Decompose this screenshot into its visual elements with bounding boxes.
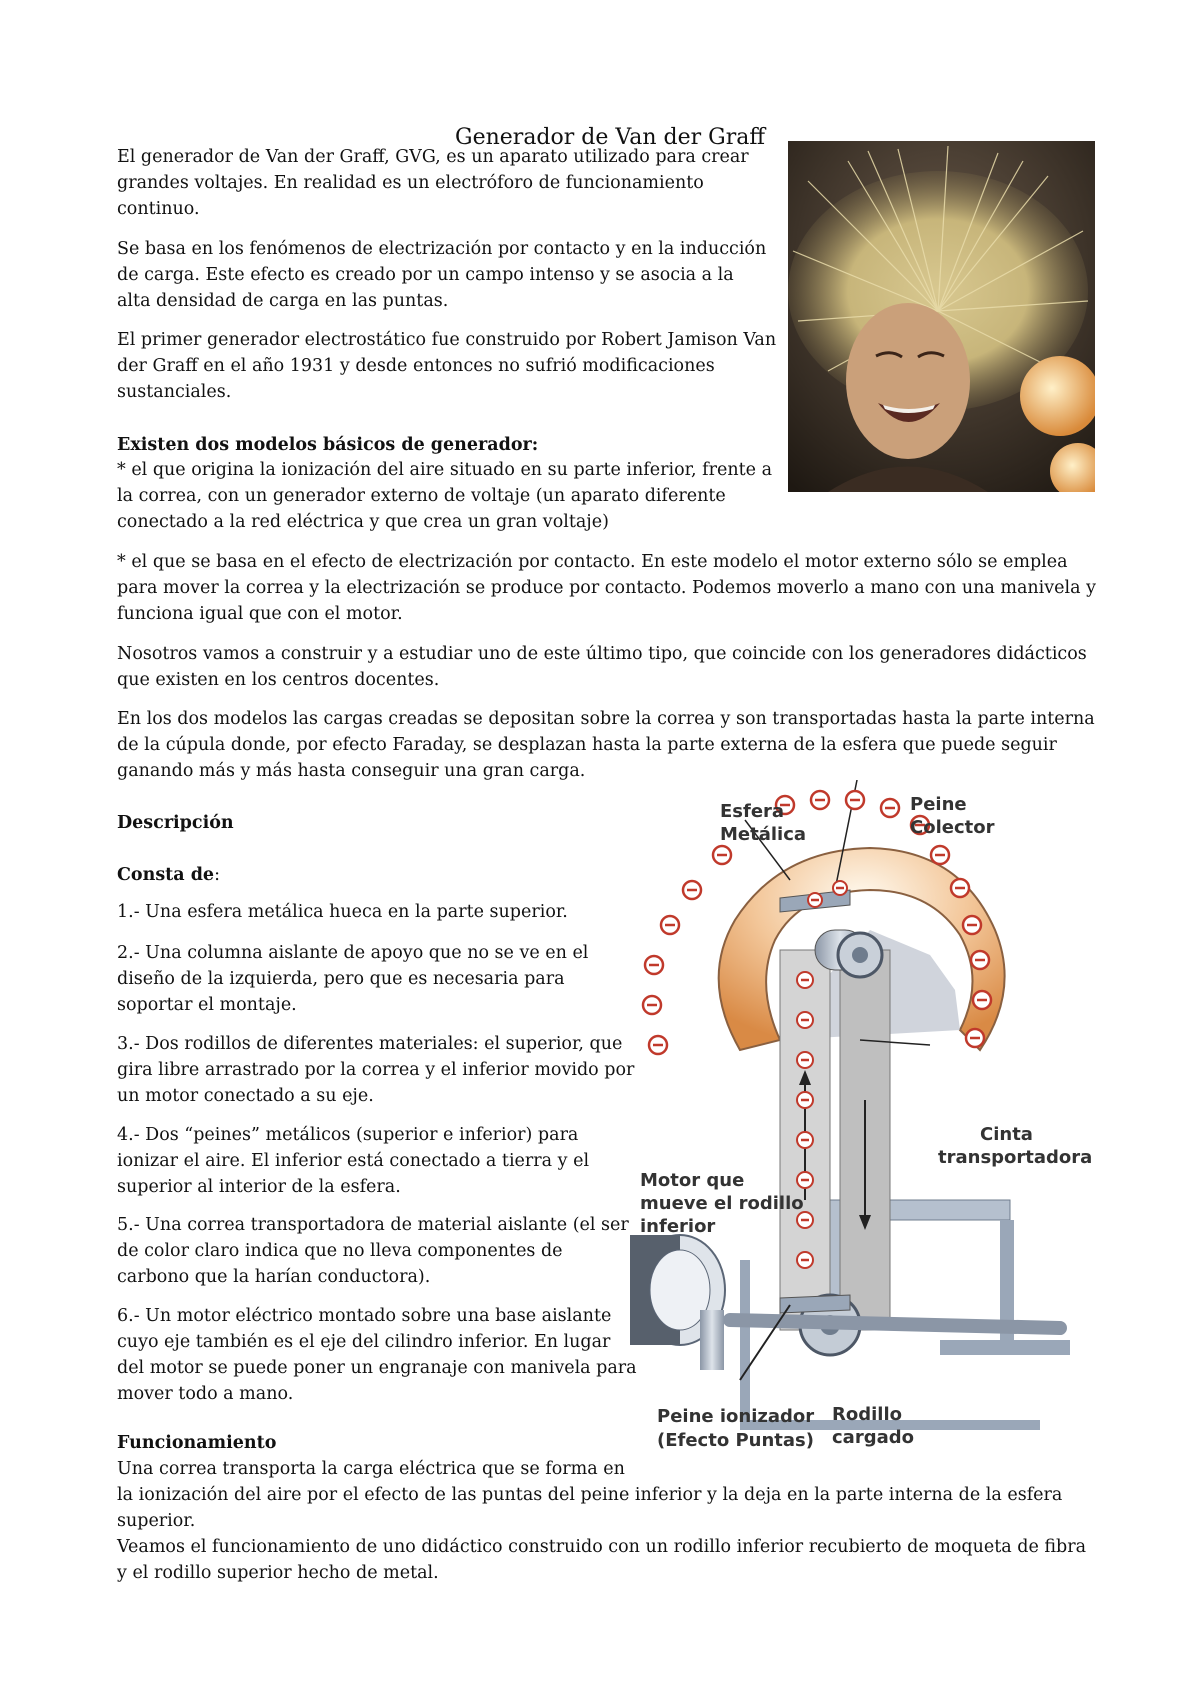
label-esfera-2: Metálica bbox=[720, 824, 807, 845]
description-heading: Descripción bbox=[117, 813, 234, 833]
list-item: 2.- Una columna aislante de apoyo que no se ve en el diseño de la izquierda, pero que es necesaria para soportar el montaje. bbox=[117, 943, 589, 1015]
model-2-text: * el que se basa en el efecto de electrización por contacto. En este modelo el motor externo sólo se emplea para mover la correa y la electrización se produce por contacto. Podemos moverlo a mano con una manivela y funciona igual que con el motor. bbox=[117, 552, 1096, 624]
label-rodillo-2: cargado bbox=[832, 1427, 914, 1448]
list-item: 4.- Dos “peines” metálicos (superior e inferior) para ionizar el aire. El inferior está conectado a tierra y el superior al interior de la esfera. bbox=[117, 1125, 590, 1197]
document-title: Generador de Van der Graff bbox=[455, 124, 765, 150]
label-motor-2: mueve el rodillo bbox=[640, 1193, 804, 1214]
models-heading: Existen dos modelos básicos de generador: bbox=[117, 435, 539, 455]
label-motor-3: inferior bbox=[640, 1216, 716, 1237]
charges-paragraph: En los dos modelos las cargas creadas se depositan sobre la correa y son transportadas hasta la parte interna de la cúpula donde, por efecto Faraday, se desplazan hasta la parte externa de la esfera que puede seguir ganando más y más hasta conseguir una gran carga. bbox=[117, 709, 1095, 781]
list-item: 6.- Un motor eléctrico montado sobre una base aislante cuyo eje también es el eje del cilindro inferior. En lugar del motor se puede poner un engranaje con manivela para mover todo a mano. bbox=[117, 1306, 637, 1404]
intro-paragraph-2: Se basa en los fenómenos de electrización por contacto y en la inducción de carga. Este efecto es creado por un campo intenso y se asocia a la alta densidad de carga en las puntas. bbox=[117, 239, 767, 311]
label-peine-colector-1: Peine bbox=[910, 794, 967, 815]
label-peine-colector-2: Colector bbox=[910, 817, 995, 838]
label-peine-ionizador-2: (Efecto Puntas) bbox=[657, 1430, 814, 1451]
label-cinta-1: Cinta bbox=[980, 1124, 1033, 1145]
label-cinta-2: transportadora bbox=[938, 1147, 1093, 1168]
funcionamiento-line-1: Una correa transporta la carga eléctrica que se forma en bbox=[117, 1459, 625, 1479]
intro-paragraph-1: El generador de Van der Graff, GVG, es un aparato utilizado para crear grandes voltajes. En realidad es un electróforo de funcionamiento continuo. bbox=[117, 147, 749, 219]
funcionamiento-line-3: Veamos el funcionamiento de uno didáctico construido con un rodillo inferior recubierto de moqueta de fibra y el rodillo superior hecho de metal. bbox=[117, 1537, 1087, 1583]
model-1-text: * el que origina la ionización del aire situado en su parte inferior, frente a la correa, con un generador externo de voltaje (un aparato diferente conectado a la red eléctrica y que crea un gran voltaje) bbox=[117, 460, 773, 532]
consta-de-label bbox=[117, 862, 417, 888]
build-paragraph: Nosotros vamos a construir y a estudiar uno de este último tipo, que coincide con los generadores didácticos que existen en los centros docentes. bbox=[117, 644, 1087, 690]
consta-de-text: Consta de bbox=[117, 865, 215, 885]
funcionamiento-line-2: la ionización del aire por el efecto de las puntas del peine inferior y la deja en la parte interna de la esfera superior. bbox=[117, 1485, 1063, 1531]
list-item: 1.- Una esfera metálica hueca en la parte superior. bbox=[117, 902, 568, 922]
label-rodillo-1: Rodillo bbox=[832, 1404, 902, 1425]
static-hair-photo bbox=[788, 141, 1095, 492]
person-with-static-hair-icon bbox=[788, 141, 1095, 492]
diagram-labels bbox=[620, 790, 1100, 1470]
funcionamiento-heading: Funcionamiento bbox=[117, 1433, 277, 1453]
label-esfera-1: Esfera bbox=[720, 801, 785, 822]
consta-de-colon: : bbox=[214, 865, 220, 885]
list-item: 5.- Una correa transportadora de material aislante (el ser de color claro indica que no lleva componentes de carbono que la harían conductora). bbox=[117, 1215, 629, 1287]
label-peine-ionizador-1: Peine ionizador bbox=[657, 1406, 815, 1427]
intro-paragraph-3: El primer generador electrostático fue construido por Robert Jamison Van der Graff en el año 1931 y desde entonces no sufrió modificaciones sustanciales. bbox=[117, 330, 777, 402]
list-item: 3.- Dos rodillos de diferentes materiales: el superior, que gira libre arrastrado por la correa y el inferior movido por un motor conectado a su eje. bbox=[117, 1034, 635, 1106]
label-motor-1: Motor que bbox=[640, 1170, 745, 1191]
